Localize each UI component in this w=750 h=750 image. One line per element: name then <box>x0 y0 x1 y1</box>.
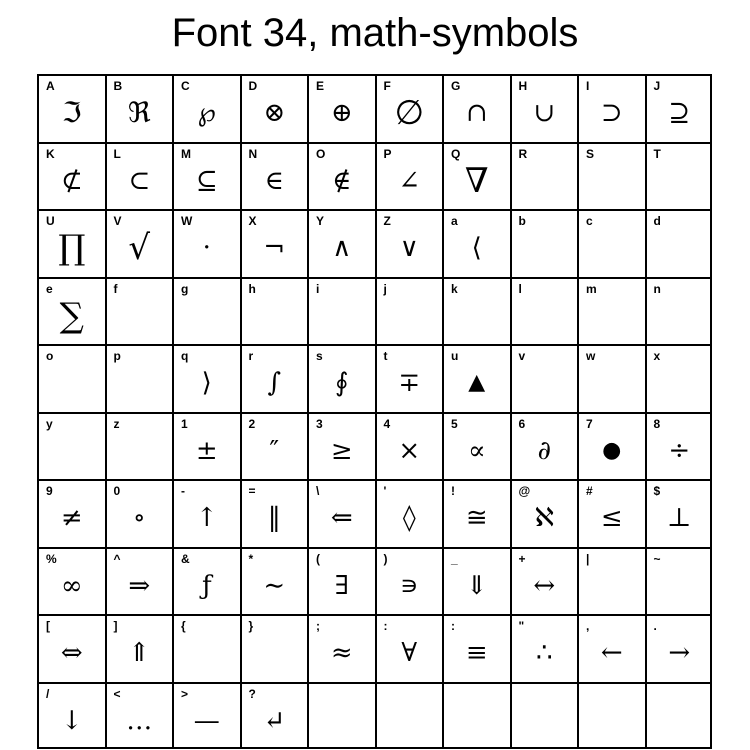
key-label: R <box>518 146 528 161</box>
symbol-cell <box>240 412 308 480</box>
symbol-cell <box>37 142 105 210</box>
key-label: A <box>46 79 55 93</box>
key-label: c <box>586 214 593 228</box>
symbol-glyph: → <box>668 638 691 668</box>
key-label: ! <box>451 484 455 498</box>
symbol-glyph: ≅ <box>465 503 488 533</box>
key-label: : <box>451 619 455 633</box>
symbol-cell <box>577 479 645 547</box>
symbol-cell <box>307 547 375 615</box>
symbol-cell <box>645 277 713 345</box>
symbol-cell <box>172 682 240 750</box>
symbol-cell <box>105 614 173 682</box>
symbol-glyph: ¬ <box>263 233 286 263</box>
symbol-cell <box>105 479 173 547</box>
key-label: ( <box>316 551 320 566</box>
symbol-glyph <box>579 156 645 206</box>
key-label: @ <box>518 484 531 498</box>
symbol-glyph: ∘ <box>132 503 146 533</box>
symbol-glyph: ⊃ <box>600 98 623 128</box>
key-label: M <box>181 146 191 161</box>
symbol-cell <box>375 344 443 412</box>
symbol-glyph <box>444 291 510 341</box>
key-label: q <box>181 349 189 363</box>
symbol-glyph <box>309 696 375 746</box>
symbol-cell <box>307 614 375 682</box>
symbol-cell <box>577 74 645 142</box>
symbol-cell <box>307 479 375 547</box>
symbol-glyph: ∇ <box>464 160 489 201</box>
symbol-glyph: ∧ <box>332 233 352 263</box>
key-label: 6 <box>518 416 526 431</box>
key-label: K <box>46 146 55 161</box>
symbol-glyph: ↔ <box>533 570 556 601</box>
symbol-cell <box>375 277 443 345</box>
symbol-glyph <box>579 696 645 746</box>
symbol-glyph <box>242 291 308 341</box>
key-label: ; <box>316 619 320 633</box>
symbol-glyph: ∓ <box>398 368 421 398</box>
symbol-cell <box>577 142 645 210</box>
key-label: \ <box>316 484 320 498</box>
key-label: t <box>383 349 388 363</box>
symbol-cell <box>510 614 578 682</box>
key-label: 8 <box>653 416 661 431</box>
key-label: m <box>586 281 597 296</box>
symbol-cell <box>37 479 105 547</box>
symbol-cell <box>645 547 713 615</box>
symbol-cell <box>645 74 713 142</box>
symbol-cell <box>240 479 308 547</box>
key-label: X <box>248 214 257 228</box>
symbol-cell <box>645 479 713 547</box>
symbol-glyph: ∏ <box>58 228 86 268</box>
symbol-glyph <box>579 358 645 408</box>
symbol-cell <box>645 412 713 480</box>
symbol-cell <box>37 209 105 277</box>
key-label: b <box>518 214 526 228</box>
symbol-cell <box>375 614 443 682</box>
symbol-glyph <box>579 223 645 273</box>
key-label: y <box>46 416 53 431</box>
symbol-glyph <box>512 358 578 408</box>
key-label: I <box>586 79 590 93</box>
symbol-cell <box>172 74 240 142</box>
symbol-cell <box>375 412 443 480</box>
symbol-cell <box>577 614 645 682</box>
key-label: G <box>451 79 461 93</box>
symbol-glyph <box>107 358 173 408</box>
symbol-cell <box>105 142 173 210</box>
key-label: s <box>316 349 323 363</box>
key-label: k <box>451 281 458 296</box>
key-label: ^ <box>113 551 121 566</box>
symbol-cell <box>442 277 510 345</box>
symbol-cell <box>577 209 645 277</box>
symbol-cell <box>645 344 713 412</box>
symbol-glyph <box>647 696 713 746</box>
symbol-glyph: √ <box>128 228 151 268</box>
symbol-cell <box>37 547 105 615</box>
symbol-cell <box>510 74 578 142</box>
key-label: / <box>46 686 50 701</box>
symbol-cell <box>577 412 645 480</box>
symbol-cell <box>37 277 105 345</box>
symbol-glyph <box>309 291 375 341</box>
symbol-cell <box>645 209 713 277</box>
key-label: o <box>46 349 54 363</box>
key-label: $ <box>653 484 661 498</box>
symbol-cell <box>645 142 713 210</box>
key-label: 2 <box>248 416 256 431</box>
symbol-cell <box>37 74 105 142</box>
key-label: - <box>181 484 185 498</box>
symbol-cell <box>172 479 240 547</box>
key-label: ] <box>113 619 118 633</box>
symbol-cell <box>105 682 173 750</box>
symbol-cell <box>240 614 308 682</box>
key-label: . <box>653 619 657 633</box>
symbol-glyph: ∞ <box>60 570 83 601</box>
symbol-glyph: ∪ <box>533 98 556 128</box>
symbol-cell <box>240 547 308 615</box>
key-label: W <box>181 214 193 228</box>
symbol-glyph: ◊ <box>402 503 416 533</box>
key-label: B <box>113 79 123 93</box>
key-label: p <box>113 349 121 363</box>
symbol-cell <box>172 412 240 480</box>
key-label: g <box>181 281 189 296</box>
symbol-glyph <box>647 291 713 341</box>
key-label: < <box>113 686 121 701</box>
symbol-glyph: ∼ <box>263 570 286 601</box>
key-label: 7 <box>586 416 593 431</box>
symbol-cell <box>577 277 645 345</box>
key-label: 4 <box>383 416 391 431</box>
key-label: z <box>113 416 120 431</box>
symbol-glyph: ∴ <box>535 638 553 668</box>
symbol-glyph <box>647 223 713 273</box>
symbol-glyph <box>579 291 645 341</box>
key-label: * <box>248 551 254 566</box>
symbol-glyph <box>512 696 578 746</box>
symbol-glyph: ∅ <box>394 93 425 133</box>
symbol-glyph <box>174 628 240 678</box>
symbol-glyph: × <box>398 435 421 466</box>
key-label: e <box>46 281 53 296</box>
symbol-cell <box>375 547 443 615</box>
symbol-glyph: ℵ <box>534 503 554 533</box>
symbol-cell <box>172 614 240 682</box>
key-label: D <box>248 79 258 93</box>
symbol-cell <box>307 74 375 142</box>
symbol-glyph <box>512 156 578 206</box>
symbol-cell <box>510 209 578 277</box>
symbol-cell <box>442 412 510 480</box>
symbol-glyph: ∀ <box>401 638 418 668</box>
symbol-cell <box>510 277 578 345</box>
symbol-glyph: — <box>193 705 220 736</box>
key-label: n <box>653 281 661 296</box>
key-label: r <box>248 349 254 363</box>
symbol-glyph <box>242 628 308 678</box>
key-label: ) <box>383 551 388 566</box>
symbol-glyph <box>512 291 578 341</box>
symbol-glyph: ↵ <box>263 705 286 736</box>
symbol-glyph: ∩ <box>465 98 488 128</box>
symbol-cell <box>240 142 308 210</box>
symbol-cell <box>577 547 645 615</box>
symbol-glyph: ⇓ <box>465 570 488 601</box>
key-label: h <box>248 281 256 296</box>
key-label: P <box>383 146 392 161</box>
symbol-cell <box>375 74 443 142</box>
symbol-glyph: ± <box>195 435 218 466</box>
symbol-cell <box>510 142 578 210</box>
symbol-grid <box>37 74 712 749</box>
symbol-glyph <box>647 561 713 611</box>
symbol-glyph: ℘ <box>197 98 216 128</box>
symbol-cell <box>307 682 375 750</box>
key-label: = <box>248 484 256 498</box>
symbol-glyph: ≠ <box>60 503 83 533</box>
symbol-cell <box>307 142 375 210</box>
symbol-glyph: · <box>202 233 211 263</box>
symbol-glyph: ∉ <box>332 165 352 196</box>
key-label: j <box>383 281 387 296</box>
symbol-glyph: ≈ <box>330 638 353 668</box>
symbol-glyph <box>647 358 713 408</box>
key-label: " <box>518 619 525 633</box>
symbol-cell <box>307 277 375 345</box>
symbol-glyph: ≤ <box>600 503 623 533</box>
key-label: l <box>518 281 522 296</box>
key-label: % <box>46 551 57 566</box>
symbol-glyph: ∠ <box>398 165 421 196</box>
symbol-cell <box>510 547 578 615</box>
key-label: 3 <box>316 416 323 431</box>
key-label: : <box>383 619 388 633</box>
symbol-cell <box>510 412 578 480</box>
symbol-glyph: ∑ <box>59 295 84 336</box>
key-label: 5 <box>451 416 458 431</box>
symbol-glyph <box>39 426 105 476</box>
symbol-glyph: ⇔ <box>60 638 83 668</box>
symbol-glyph: … <box>126 705 153 736</box>
symbol-cell <box>510 479 578 547</box>
symbol-glyph: ⊆ <box>195 165 218 196</box>
symbol-cell <box>172 344 240 412</box>
symbol-glyph <box>377 291 443 341</box>
symbol-cell <box>37 412 105 480</box>
symbol-glyph <box>512 223 578 273</box>
key-label: v <box>518 349 526 363</box>
symbol-glyph <box>174 291 240 341</box>
symbol-cell <box>375 209 443 277</box>
symbol-cell <box>240 344 308 412</box>
symbol-cell <box>510 344 578 412</box>
symbol-cell <box>645 614 713 682</box>
symbol-glyph <box>377 696 443 746</box>
key-label: V <box>113 214 122 228</box>
key-label: | <box>586 551 590 566</box>
symbol-cell <box>105 344 173 412</box>
symbol-glyph: ≡ <box>465 638 488 668</box>
symbol-glyph: ⇒ <box>128 570 151 601</box>
symbol-glyph: ƒ <box>201 570 212 601</box>
symbol-glyph: ∫ <box>267 368 282 398</box>
key-label: H <box>518 79 528 93</box>
symbol-glyph: ⊕ <box>330 98 353 128</box>
symbol-cell <box>442 344 510 412</box>
symbol-glyph: ⊗ <box>263 98 286 128</box>
key-label: C <box>181 79 190 93</box>
symbol-cell <box>105 209 173 277</box>
symbol-glyph <box>107 291 173 341</box>
symbol-glyph: ▲ <box>468 370 486 395</box>
symbol-cell <box>172 209 240 277</box>
symbol-glyph: ∨ <box>399 233 419 263</box>
symbol-glyph: ≥ <box>330 435 353 466</box>
symbol-glyph: ⊄ <box>60 165 83 196</box>
symbol-cell <box>240 209 308 277</box>
key-label: U <box>46 214 55 228</box>
symbol-glyph: ‖ <box>267 503 281 533</box>
symbol-glyph <box>579 561 645 611</box>
key-label: Y <box>316 214 325 228</box>
key-label: > <box>181 686 189 701</box>
key-label: O <box>316 146 326 161</box>
symbol-cell <box>172 277 240 345</box>
key-label: ' <box>383 484 387 498</box>
symbol-glyph: ● <box>602 437 622 463</box>
symbol-glyph: ↑ <box>195 503 218 533</box>
key-label: [ <box>46 619 50 633</box>
symbol-cell <box>172 547 240 615</box>
symbol-glyph: ⟨ <box>471 233 482 263</box>
key-label: F <box>383 79 391 93</box>
symbol-glyph: ⊂ <box>128 165 151 196</box>
symbol-glyph <box>107 426 173 476</box>
symbol-glyph: ∝ <box>467 435 486 466</box>
symbol-cell <box>577 682 645 750</box>
key-label: u <box>451 349 459 363</box>
key-label: { <box>181 619 186 633</box>
symbol-cell <box>105 547 173 615</box>
key-label: f <box>113 281 118 296</box>
symbol-glyph: ⊥ <box>667 503 692 533</box>
symbol-cell <box>240 277 308 345</box>
key-label: Q <box>451 146 461 161</box>
symbol-cell <box>577 344 645 412</box>
symbol-cell <box>645 682 713 750</box>
key-label: w <box>586 349 596 363</box>
key-label: J <box>653 79 661 93</box>
key-label: 0 <box>113 484 121 498</box>
key-label: 9 <box>46 484 53 498</box>
symbol-glyph: ⇑ <box>128 638 151 668</box>
symbol-glyph: ∃ <box>334 570 349 601</box>
key-label: L <box>113 146 121 161</box>
key-label: & <box>181 551 190 566</box>
symbol-glyph: ∮ <box>334 368 349 398</box>
symbol-glyph: ℜ <box>127 96 151 129</box>
symbol-glyph: ℑ <box>61 96 82 129</box>
key-label: d <box>653 214 661 228</box>
symbol-glyph: ″ <box>269 435 280 466</box>
symbol-glyph: ∈ <box>264 165 284 196</box>
symbol-glyph: ← <box>600 638 623 668</box>
page-title: Font 34, math-symbols <box>171 11 579 55</box>
symbol-cell <box>375 682 443 750</box>
key-label: , <box>586 619 590 633</box>
symbol-cell <box>37 682 105 750</box>
symbol-cell <box>375 142 443 210</box>
symbol-cell <box>105 277 173 345</box>
symbol-cell <box>442 209 510 277</box>
symbol-cell <box>37 614 105 682</box>
key-label: Z <box>383 214 391 228</box>
key-label: 1 <box>181 416 188 431</box>
symbol-cell <box>240 682 308 750</box>
symbol-cell <box>442 479 510 547</box>
symbol-glyph: ∂ <box>537 435 551 466</box>
key-label: i <box>316 281 320 296</box>
key-label: _ <box>451 551 458 566</box>
symbol-cell <box>240 74 308 142</box>
symbol-cell <box>307 412 375 480</box>
key-label: ~ <box>653 551 661 566</box>
symbol-cell <box>510 682 578 750</box>
key-label: ? <box>248 686 256 701</box>
symbol-cell <box>307 209 375 277</box>
symbol-glyph <box>647 156 713 206</box>
symbol-cell <box>105 74 173 142</box>
key-label: E <box>316 79 325 93</box>
symbol-glyph: ∍ <box>399 570 419 601</box>
symbol-cell <box>105 412 173 480</box>
symbol-glyph: ⊇ <box>668 98 691 128</box>
key-label: a <box>451 214 458 228</box>
symbol-cell <box>442 614 510 682</box>
symbol-cell <box>307 344 375 412</box>
symbol-cell <box>375 479 443 547</box>
key-label: + <box>518 551 526 566</box>
symbol-glyph: ⟩ <box>201 368 212 398</box>
symbol-cell <box>442 547 510 615</box>
key-label: T <box>653 146 661 161</box>
symbol-glyph <box>39 358 105 408</box>
symbol-cell <box>172 142 240 210</box>
symbol-glyph: ↓ <box>60 705 83 736</box>
symbol-glyph: ⇐ <box>330 503 353 533</box>
key-label: S <box>586 146 595 161</box>
symbol-glyph <box>444 696 510 746</box>
key-label: } <box>248 619 254 633</box>
symbol-cell <box>37 344 105 412</box>
symbol-cell <box>442 74 510 142</box>
symbol-cell <box>442 142 510 210</box>
key-label: # <box>586 484 593 498</box>
symbol-cell <box>442 682 510 750</box>
symbol-glyph: ÷ <box>668 435 691 466</box>
key-label: N <box>248 146 258 161</box>
key-label: x <box>653 349 661 363</box>
